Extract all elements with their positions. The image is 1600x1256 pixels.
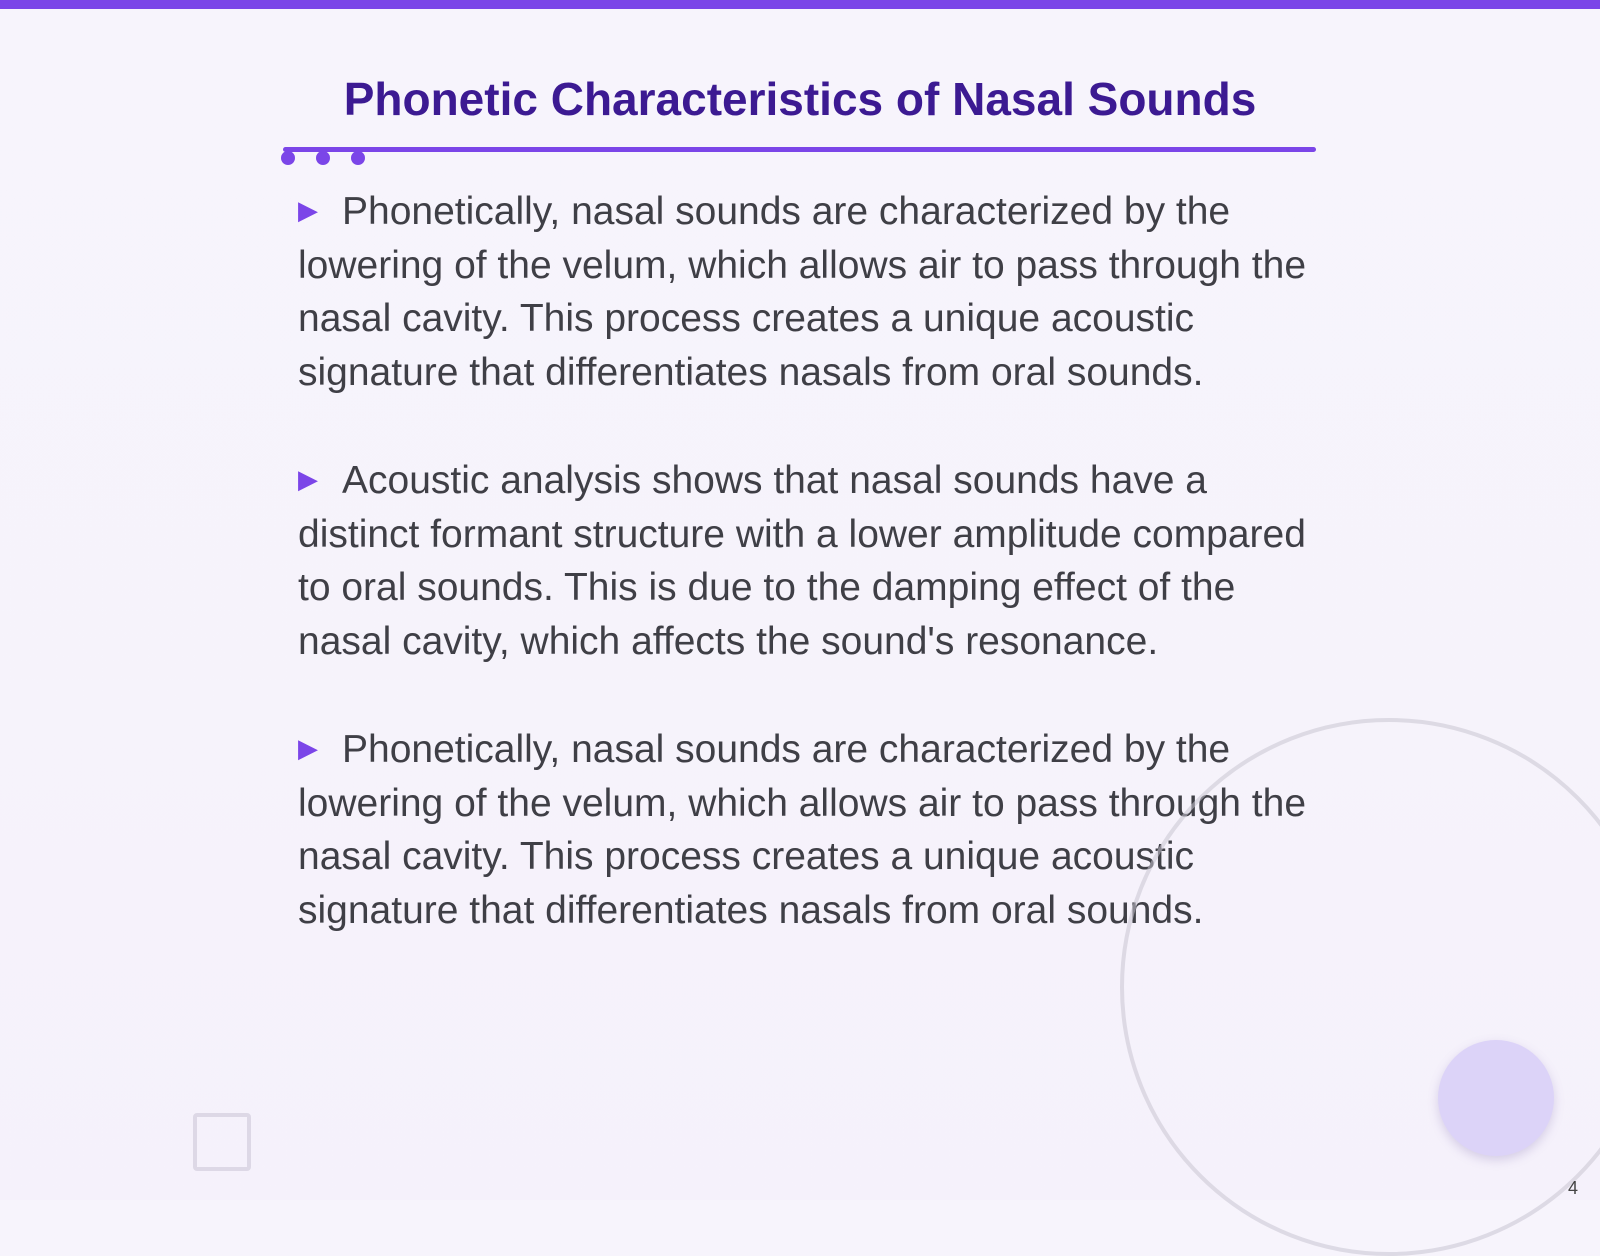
- bullet-item: [298, 184, 1328, 399]
- page-number: 4: [1567, 1178, 1578, 1198]
- bullet-item: [298, 453, 1328, 668]
- decorative-dot: [316, 151, 330, 165]
- decorative-disc: [1438, 1040, 1554, 1156]
- decorative-dot: [351, 151, 365, 165]
- title-underline: [283, 147, 1316, 152]
- bullet-text: Phonetically, nasal sounds are characterized by the lowering of the velum, which allows air to pass through the nasal cavity. This process creates a unique acoustic signature that differentiates nasals from oral sounds.: [298, 728, 1307, 932]
- top-accent-bar: [0, 0, 1600, 9]
- bullet-text: Phonetically, nasal sounds are characterized by the lowering of the velum, which allows air to pass through the nasal cavity. This process creates a unique acoustic signature that differentiates nasals from oral sounds.: [298, 190, 1307, 394]
- bullet-text: Acoustic analysis shows that nasal sounds have a distinct formant structure with a lower amplitude compared to oral sounds. This is due to the damping effect of the nasal cavity, which affects the sound's resonance.: [298, 459, 1306, 663]
- bullet-arrow-icon: ▶: [298, 733, 318, 763]
- bullet-arrow-icon: ▶: [298, 464, 318, 494]
- slide-title: Phonetic Characteristics of Nasal Sounds: [343, 73, 1257, 125]
- decorative-square: [193, 1113, 251, 1171]
- bullet-arrow-icon: ▶: [298, 195, 318, 225]
- decorative-dot: [281, 151, 295, 165]
